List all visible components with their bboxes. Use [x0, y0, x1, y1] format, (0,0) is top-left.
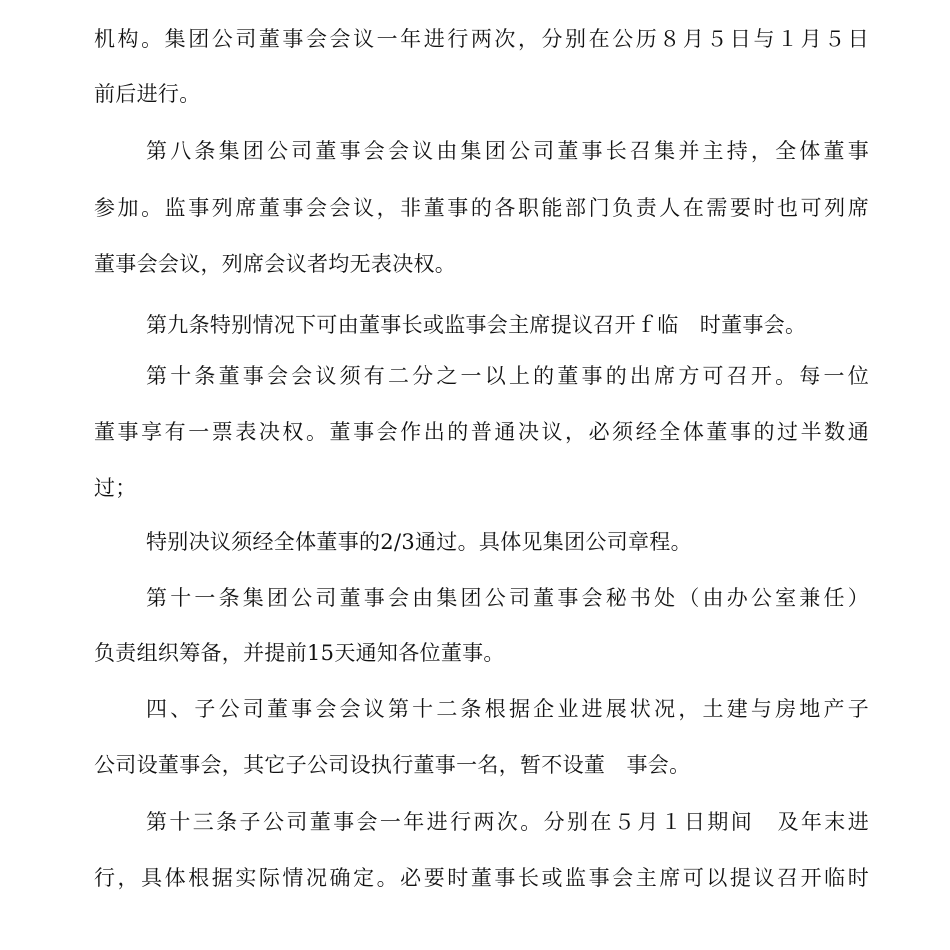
text-line: 董事享有一票表决权。董事会作出的普通决议，必须经全体董事的过半数通	[94, 420, 869, 444]
text-line: 参加。监事列席董事会会议，非董事的各职能部门负责人在需要时也可列席	[94, 196, 869, 220]
text-line: 负责组织筹备，并提前15天通知各位董事。	[94, 641, 505, 665]
text-line: 公司设董事会，其它子公司设执行董事一名，暂不设董 事会。	[94, 753, 691, 777]
text-line: 特别决议须经全体董事的2/3通过。具体见集团公司章程。	[146, 530, 692, 554]
text-line: 董事会会议，列席会议者均无表决权。	[94, 252, 457, 276]
text-line: 第十三条子公司董事会一年进行两次。分别在５月１日期间 及年末进	[146, 810, 869, 834]
text-line: 第八条集团公司董事会会议由集团公司董事长召集并主持，全体董事	[146, 139, 869, 163]
text-line: 第九条特别情况下可由董事长或监事会主席提议召开ｆ临 时董事会。	[146, 313, 807, 337]
text-line: 前后进行。	[94, 82, 201, 106]
text-line: 行，具体根据实际情况确定。必要时董事长或监事会主席可以提议召开临时	[94, 866, 869, 890]
text-line: 第十条董事会会议须有二分之一以上的董事的出席方可召开。每一位	[146, 364, 869, 388]
text-line: 过；	[94, 476, 137, 500]
text-line: 四、子公司董事会会议第十二条根据企业进展状况，土建与房地产子	[146, 697, 869, 721]
text-line: 第十一条集团公司董事会由集团公司董事会秘书处（由办公室兼任）	[146, 586, 869, 610]
text-line: 机构。集团公司董事会会议一年进行两次，分别在公历８月５日与１月５日	[94, 27, 869, 51]
